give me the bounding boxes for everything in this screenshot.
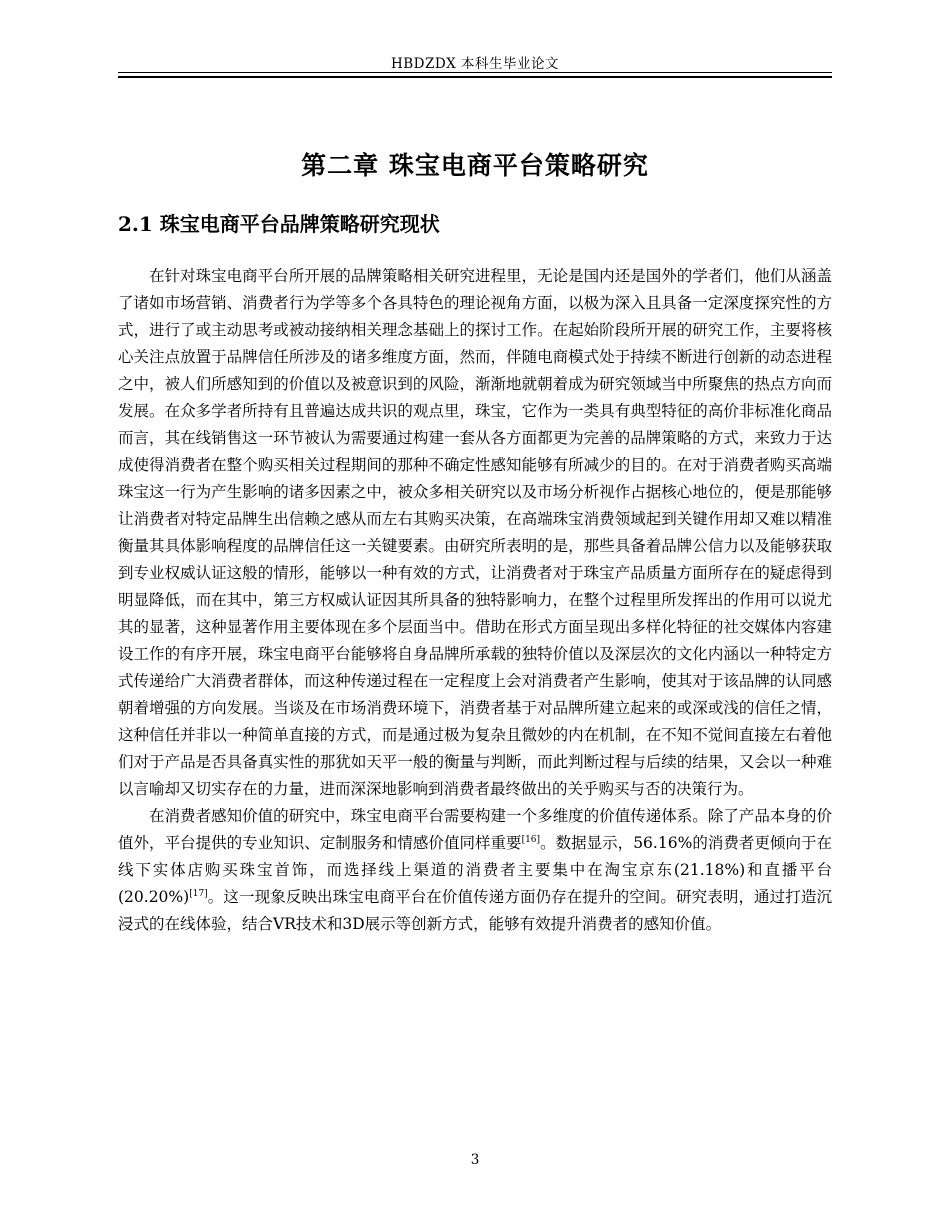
page-number: 3 (470, 1152, 480, 1168)
paragraph-2-part-b: 。数据显示，56.16%的消费者更倾向于在线下实体店购买珠宝首饰，而选择线上渠道的消费者主要集中在淘宝京东(21.18%)和直播平台(20.20%) (118, 834, 832, 906)
paragraph-1: 在针对珠宝电商平台所开展的品牌策略相关研究进程里，无论是国内还是国外的学者们，他们从涵盖了诸如市场营销、消费者行为学等多个各具特色的理论视角方面，以极为深入且具备一定深度探究性的方式，进行了或主动思考或被动接纳相关理念基础上的探讨工作。在起始阶段所开展的研究工作，主要将核心关注点放置于品牌信任所涉及的诸多维度方面，然而，伴随电商模式处于持续不断进行创新的动态进程之中，被人们所感知到的价值以及被意识到的风险，渐渐地就朝着成为研究领域当中所聚焦的热点方向而发展。在众多学者所持有且普遍达成共识的观点里，珠宝，它作为一类具有典型特征的高价非标准化商品而言，其在线销售这一环节被认为需要通过构建一套从各方面都更为完善的品牌策略的方式，来致力于达成使得消费者在整个购买相关过程期间的那种不确定性感知能够有所减少的目的。在对于消费者购买高端珠宝这一行为产生影响的诸多因素之中，被众多相关研究以及市场分析视作占据核心地位的，便是那能够让消费者对特定品牌生出信赖之感从而左右其购买决策，在高端珠宝消费领域起到关键作用却又难以精准衡量其具体影响程度的品牌信任这一关键要素。由研究所表明的是，那些具备着品牌公信力以及能够获取到专业权威认证这般的情形，能够以一种有效的方式，让消费者对于珠宝产品质量方面所存在的疑虑得到明显降低，而在其中，第三方权威认证因其所具备的独特影响力，在整个过程里所发挥出的作用可以说尤其的显著，这种显著作用主要体现在多个层面当中。借助在形式方面呈现出多样化特征的社交媒体内容建设工作的有序开展，珠宝电商平台能够将自身品牌所承载的独特价值以及深层次的文化内涵以一种特定方式传递给广大消费者群体，而这种传递过程在一定程度上会对消费者产生影响，使其对于该品牌的认同感朝着增强的方向发展。当谈及在市场消费环境下，消费者基于对品牌所建立起来的或深或浅的信任之情，这种信任并非以一种简单直接的方式，而是通过极为复杂且微妙的内在机制，在不知不觉间直接左右着他们对于产品是否具备真实性的那犹如天平一般的衡量与判断，而此判断过程与后续的结果，又会以一种难以言喻却又切实存在的力量，进而深深地影响到消费者最终做出的关乎购买与否的决策行为。 (118, 267, 832, 798)
paragraph-2-part-c: 。这一现象反映出珠宝电商平台在价值传递方面仍存在提升的空间。研究表明，通过打造沉浸式的在线体验，结合VR技术和3D展示等创新方式，能够有效提升消费者的感知价值。 (118, 888, 832, 933)
section-heading (118, 208, 832, 237)
header-rule-thick (118, 76, 832, 78)
section-title-text: 珠宝电商平台品牌策略研究现状 (159, 212, 440, 236)
citation-16: [16] (521, 834, 541, 845)
running-header: HBDZDX 本科生毕业论文 (390, 56, 560, 72)
body-text (118, 263, 832, 938)
citation-17: [17] (189, 888, 208, 899)
chapter-title: 第二章 珠宝电商平台策略研究 (301, 151, 649, 180)
header-rule-thin (118, 72, 832, 73)
section-number: 2.1 (118, 212, 153, 236)
paragraph-2-part-a: 在消费者感知价值的研究中，珠宝电商平台需要构建一个多维度的价值传递体系。除了产品本身的价值外，平台提供的专业知识、定制服务和情感价值同样重要 (118, 807, 832, 852)
paragraph-2 (118, 803, 832, 938)
